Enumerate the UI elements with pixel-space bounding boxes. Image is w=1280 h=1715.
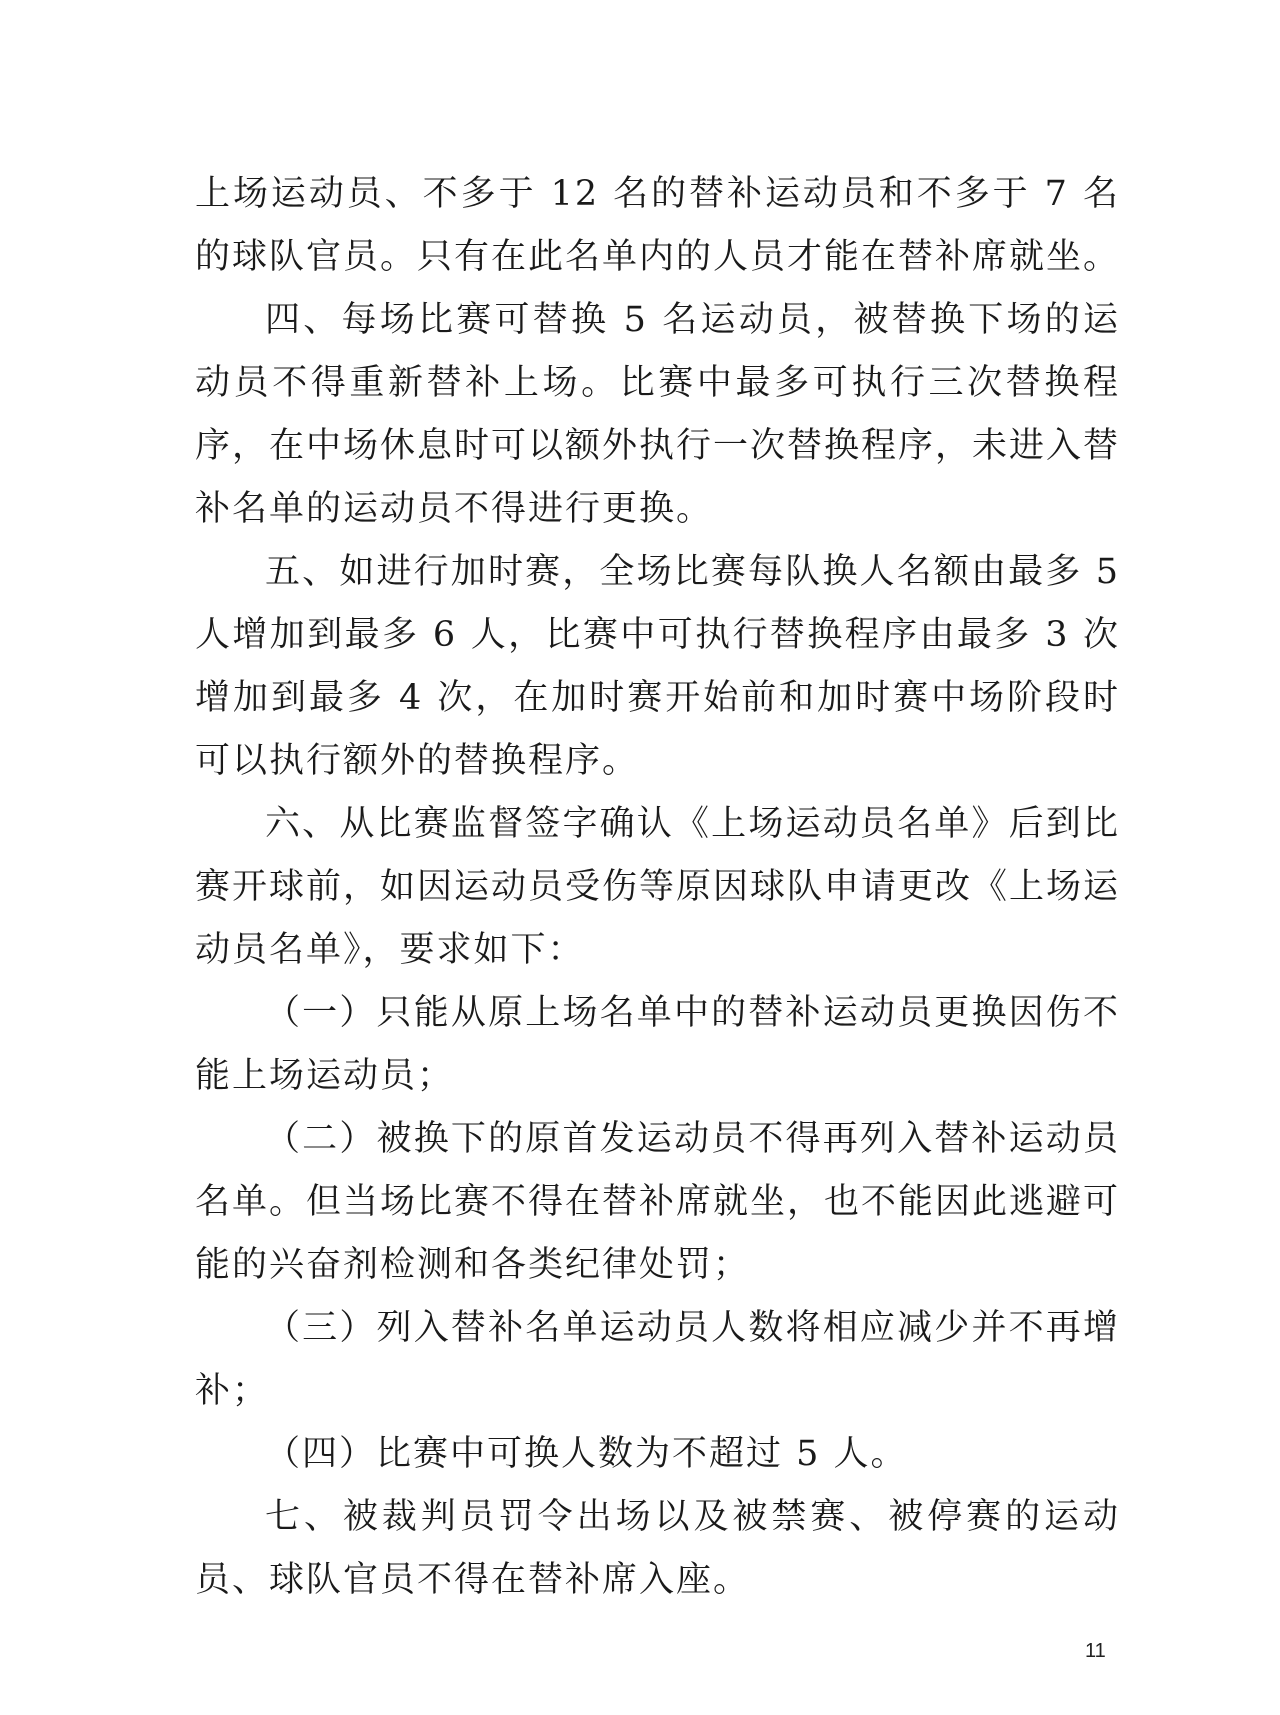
paragraph-rule-5: 五、如进行加时赛，全场比赛每队换人名额由最多 5 人增加到最多 6 人，比赛中可执行替换程序由最多 3 次增加到最多 4 次，在加时赛开始前和加时赛中场阶段时可以执行额外的替换程序。 <box>195 552 1120 781</box>
paragraph-rule-7: 七、被裁判员罚令出场以及被禁赛、被停赛的运动员、球队官员不得在替补席入座。 <box>195 1497 1120 1600</box>
paragraph-rule-6-item-3: （三）列入替补名单运动员人数将相应减少并不再增补； <box>195 1308 1120 1411</box>
document-body <box>195 163 1120 1612</box>
paragraph-rule-4: 四、每场比赛可替换 5 名运动员，被替换下场的运动员不得重新替补上场。比赛中最多可执行三次替换程序，在中场休息时可以额外执行一次替换程序，未进入替补名单的运动员不得进行更换。 <box>195 300 1121 529</box>
paragraph-rule-6: 六、从比赛监督签字确认《上场运动员名单》后到比赛开球前，如因运动员受伤等原因球队申请更改《上场运动员名单》，要求如下： <box>195 804 1121 970</box>
paragraph-rule-6-item-1: （一）只能从原上场名单中的替补运动员更换因伤不能上场运动员； <box>195 993 1120 1096</box>
paragraph-continuation: 上场运动员、不多于 12 名的替补运动员和不多于 7 名的球队官员。只有在此名单内的人员才能在替补席就坐。 <box>195 174 1121 277</box>
page-number: 11 <box>1085 1640 1106 1662</box>
paragraph-rule-6-item-4: （四）比赛中可换人数为不超过 5 人。 <box>265 1434 908 1474</box>
paragraph-rule-6-item-2: （二）被换下的原首发运动员不得再列入替补运动员名单。但当场比赛不得在替补席就坐，也不能因此逃避可能的兴奋剂检测和各类纪律处罚； <box>195 1119 1121 1285</box>
